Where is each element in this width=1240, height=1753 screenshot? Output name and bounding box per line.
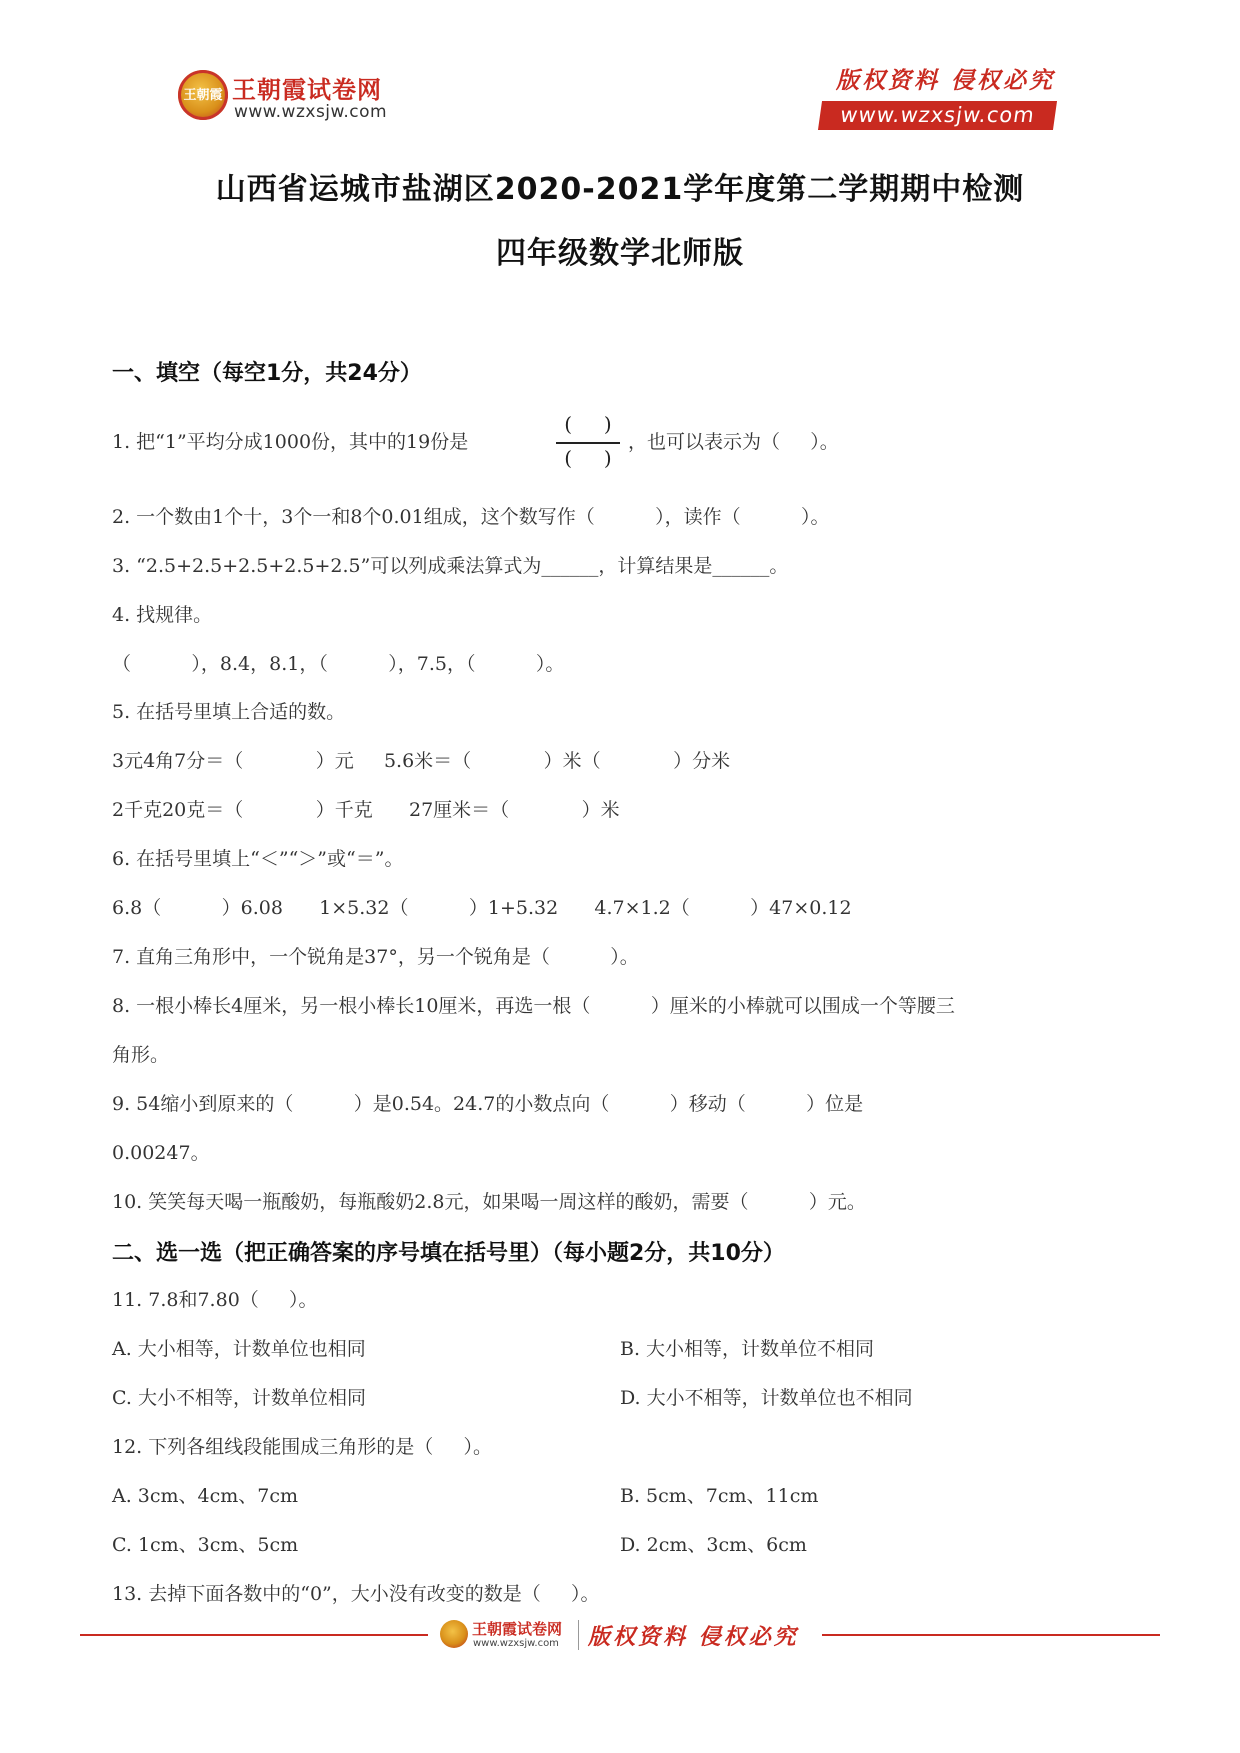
option-12-d: D. 2cm、3cm、6cm [620, 1534, 807, 1556]
footer-emblem-icon [440, 1620, 468, 1648]
question-8-cont: 角形。 [112, 1044, 170, 1066]
question-8: 8. 一根小棒长4厘米，另一根小棒长10厘米，再选一根（ ）厘米的小棒就可以围成一个等腰三 [112, 995, 955, 1017]
brand-name: 王朝霞试卷网 [232, 76, 382, 104]
question-3: 3. “2.5+2.5+2.5+2.5+2.5”可以列成乘法算式为______，计算结果是______。 [112, 555, 789, 577]
footer-divider-left [80, 1634, 428, 1636]
option-12-c: C. 1cm、3cm、5cm [112, 1534, 299, 1556]
option-11-d: D. 大小不相等，计数单位也不相同 [620, 1387, 913, 1409]
section-heading-choice: 二、选一选（把正确答案的序号填在括号里）（每小题2分，共10分） [112, 1241, 785, 1266]
option-11-a: A. 大小相等，计数单位也相同 [112, 1338, 366, 1360]
footer-logo [440, 1618, 588, 1652]
question-6-line: 6.8（ ）6.08 1×5.32（ ）1+5.32 4.7×1.2（ ）47×0.12 [112, 897, 852, 919]
question-12: 12. 下列各组线段能围成三角形的是（ ）。 [112, 1436, 492, 1458]
footer-brand-url: www.wzxsjw.com [473, 1638, 559, 1649]
option-11-c: C. 大小不相等，计数单位相同 [112, 1387, 366, 1409]
question-5: 5. 在括号里填上合适的数。 [112, 701, 346, 723]
copyright-banner [820, 62, 1055, 130]
fraction-blank [552, 412, 624, 472]
footer-separator [578, 1620, 579, 1650]
footer-brand-name: 王朝霞试卷网 [472, 1620, 563, 1638]
fraction-numerator: ( ) [564, 412, 612, 436]
question-2: 2. 一个数由1个十，3个一和8个0.01组成，这个数写作（ ），读作（ ）。 [112, 506, 830, 528]
question-13: 13. 去掉下面各数中的“0”，大小没有改变的数是（ ）。 [112, 1583, 600, 1605]
fraction-denominator: ( ) [564, 446, 612, 470]
banner-url: www.wzxsjw.com [818, 101, 1057, 130]
option-12-a: A. 3cm、4cm、7cm [112, 1485, 299, 1507]
copyright-notice: 版权资料 侵权必究 [835, 67, 1055, 94]
question-4-sequence: （ ），8.4，8.1，（ ），7.5，（ ）。 [112, 653, 565, 675]
question-1-tail: ，也可以表示为（ ）。 [628, 431, 839, 453]
footer-divider-right [822, 1634, 1160, 1636]
question-1: 1. 把“1”平均分成1000份，其中的19份是 [112, 431, 469, 453]
question-11: 11. 7.8和7.80（ ）。 [112, 1289, 318, 1311]
question-9-cont: 0.00247。 [112, 1142, 210, 1164]
logo-emblem-icon: 王朝霞 [178, 70, 228, 120]
exam-title: 山西省运城市盐湖区2020-2021学年度第二学期期中检测 [215, 172, 1025, 207]
question-9: 9. 54缩小到原来的（ ）是0.54。24.7的小数点向（ ）移动（ ）位是 [112, 1093, 864, 1115]
question-6: 6. 在括号里填上“＜”“＞”或“＝”。 [112, 848, 404, 870]
site-logo [178, 66, 408, 128]
question-7: 7. 直角三角形中，一个锐角是37°，另一个锐角是（ ）。 [112, 946, 639, 968]
option-12-b: B. 5cm、7cm、11cm [620, 1485, 819, 1507]
section-heading-fill: 一、填空（每空1分，共24分） [112, 361, 422, 386]
brand-url: www.wzxsjw.com [234, 102, 388, 122]
question-5-line-1: 3元4角7分＝（ ）元 5.6米＝（ ）米（ ）分米 [112, 750, 731, 772]
fraction-bar [556, 442, 620, 444]
question-10: 10. 笑笑每天喝一瓶酸奶，每瓶酸奶2.8元，如果喝一周这样的酸奶，需要（ ）元。 [112, 1191, 866, 1213]
footer-copyright: 版权资料 侵权必究 [588, 1624, 799, 1650]
option-11-b: B. 大小相等，计数单位不相同 [620, 1338, 875, 1360]
question-5-line-2: 2千克20克＝（ ）千克 27厘米＝（ ）米 [112, 799, 620, 821]
question-4: 4. 找规律。 [112, 604, 213, 626]
exam-subtitle: 四年级数学北师版 [496, 236, 744, 271]
